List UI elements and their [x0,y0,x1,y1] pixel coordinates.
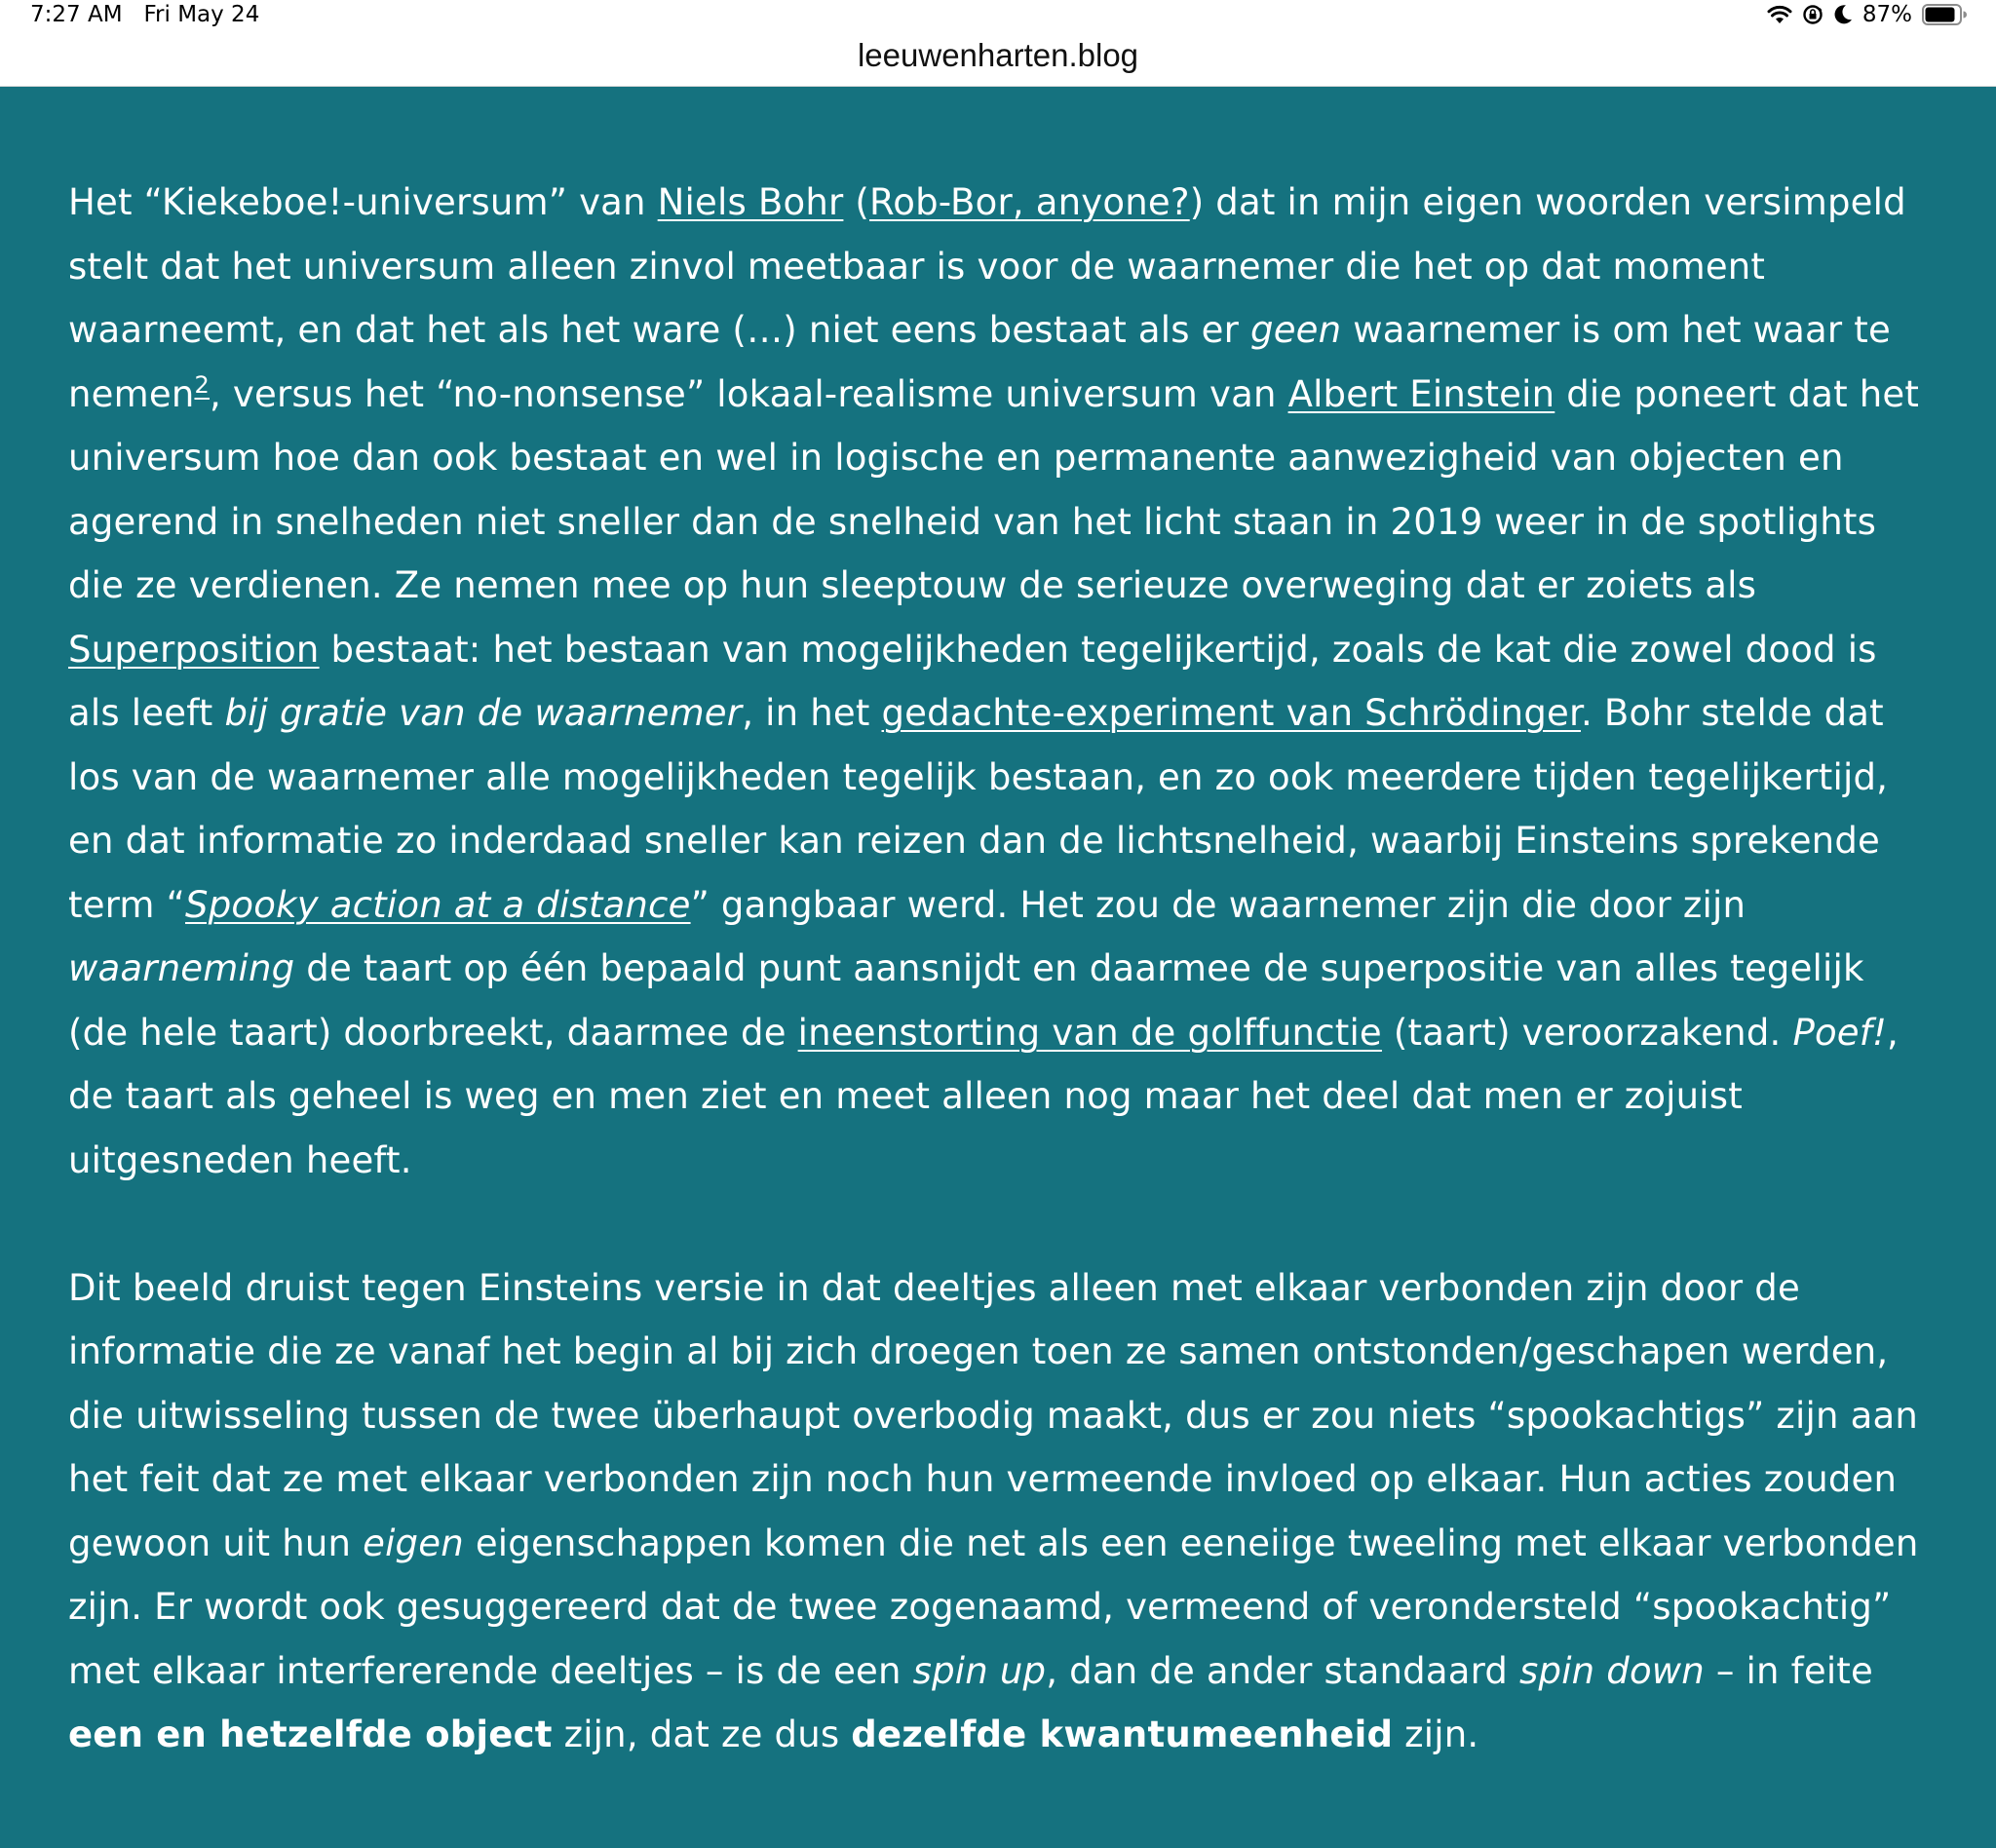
article-paragraph-2 [68,1256,1920,1767]
text: , dan de ander standaard [1046,1649,1520,1692]
text: , in het [742,692,882,734]
link-albert-einstein[interactable]: Albert Einstein [1287,372,1555,415]
footnote-link[interactable] [194,371,209,399]
text: . Bohr stelde dat los van de waarnemer alle mogelijkheden tegelijk bestaan, en zo ook meerdere tijden tegelijkertijd, en dat informatie zo inderdaad sneller kan reizen dan de lichtsnelheid, waarbij Einsteins sprekende term “ [68,692,1889,926]
strong-quantum-unit: dezelfde kwantumeenheid [851,1713,1394,1755]
text: die poneert dat het universum hoe dan ook bestaat en wel in logische en permanente aanwezigheid van objecten en agerend in snelheden niet sneller dan de snelheid van het licht staan in 2019 weer in de spotlights die ze verdienen. Ze nemen mee op hun sleeptouw de serieuze overweging dat er zoiets als [68,372,1920,606]
text: (taart) veroorzakend. [1381,1011,1793,1054]
text: ) dat in mijn eigen woorden versimpeld stelt dat het universum alleen zinvol meetbaar is voor de waarnemer die het op dat moment waarneemt, en dat het als het ware (…) niet eens bestaat als er [68,181,1906,351]
status-date: Fri May 24 [143,2,260,27]
emphasis-eigen: eigen [363,1521,464,1564]
link-schrodinger[interactable]: gedachte-experiment van Schrödinger [881,692,1581,734]
text: de taart op één bepaald punt aansnijdt en daarmee de superpositie van alles tegelijk (de hele taart) doorbreekt, daarmee de [68,947,1864,1054]
status-icons [1767,0,1967,29]
emphasis-geen: geen [1250,309,1342,351]
emphasis-poef: Poef! [1792,1011,1888,1054]
text: , de taart als geheel is weg en men ziet en meet alleen nog maar het deel dat men er zojuist uitgesneden heeft. [68,1011,1899,1181]
orientation-lock-icon [1802,4,1823,25]
footnote-2[interactable]: 2 [194,370,210,399]
link-superposition[interactable]: Superposition [68,628,320,671]
text: waarnemer is om het waar te nemen [68,309,1891,415]
article-paragraph-1 [68,171,1920,1192]
text: zijn, dat ze dus [552,1713,852,1755]
strong-same-object: een en hetzelfde object [68,1713,553,1755]
wifi-icon [1767,5,1792,24]
text: – in feite [1704,1649,1873,1692]
article-content [68,171,1920,1767]
url-bar[interactable]: leeuwenharten.blog [857,37,1139,73]
emphasis-spin-up: spin up [912,1649,1047,1692]
link-golffunctie[interactable]: ineenstorting van de golffunctie [797,1011,1382,1054]
emphasis-spin-down: spin down [1519,1649,1705,1692]
battery-icon [1922,4,1967,25]
battery-percent: 87% [1862,2,1912,27]
text: ” gangbaar werd. Het zou de waarnemer zijn die door zijn [690,883,1746,926]
text: ( [843,181,870,223]
browser-top-bar [0,0,1996,87]
text: zijn. [1393,1713,1479,1755]
text: Dit beeld druist tegen Einsteins versie in dat deeltjes alleen met elkaar verbonden zijn door de informatie die ze vanaf het begin al bij zich droegen toen ze samen ontstonden/geschapen werden, die uitwisseling tussen de twee überhaupt overbodig maakt, dus er zou niets “spookachtigs” zijn aan het feit dat ze met elkaar verbonden zijn noch hun vermeende invloed op elkaar. Hun acties zouden gewoon uit hun [68,1266,1919,1564]
link-spooky-action[interactable]: Spooky action at a distance [185,883,691,926]
link-niels-bohr[interactable]: Niels Bohr [657,181,844,223]
link-rob-bor[interactable]: Rob-Bor, anyone? [869,181,1190,223]
text: , versus het “no-nonsense” lokaal-realisme universum van [209,372,1288,415]
emphasis-gratie: bij gratie van de waarnemer [224,692,743,734]
status-time: 7:27 AM [30,2,123,27]
text: Het “Kiekeboe!-universum” van [68,181,658,223]
status-time-date [30,0,259,29]
text: eigenschappen komen die net als een eeneiige tweeling met elkaar verbonden zijn. Er wordt ook gesuggereerd dat de twee zogenaamd, vermeend of verondersteld “spookachtig” met elkaar interfererende deeltjes – is de een [68,1521,1919,1692]
moon-icon [1833,4,1853,25]
text: bestaat: het bestaan van mogelijkheden tegelijkertijd, zoals de kat die zowel dood is als leeft [68,628,1877,734]
emphasis-waarneming: waarneming [68,947,295,989]
